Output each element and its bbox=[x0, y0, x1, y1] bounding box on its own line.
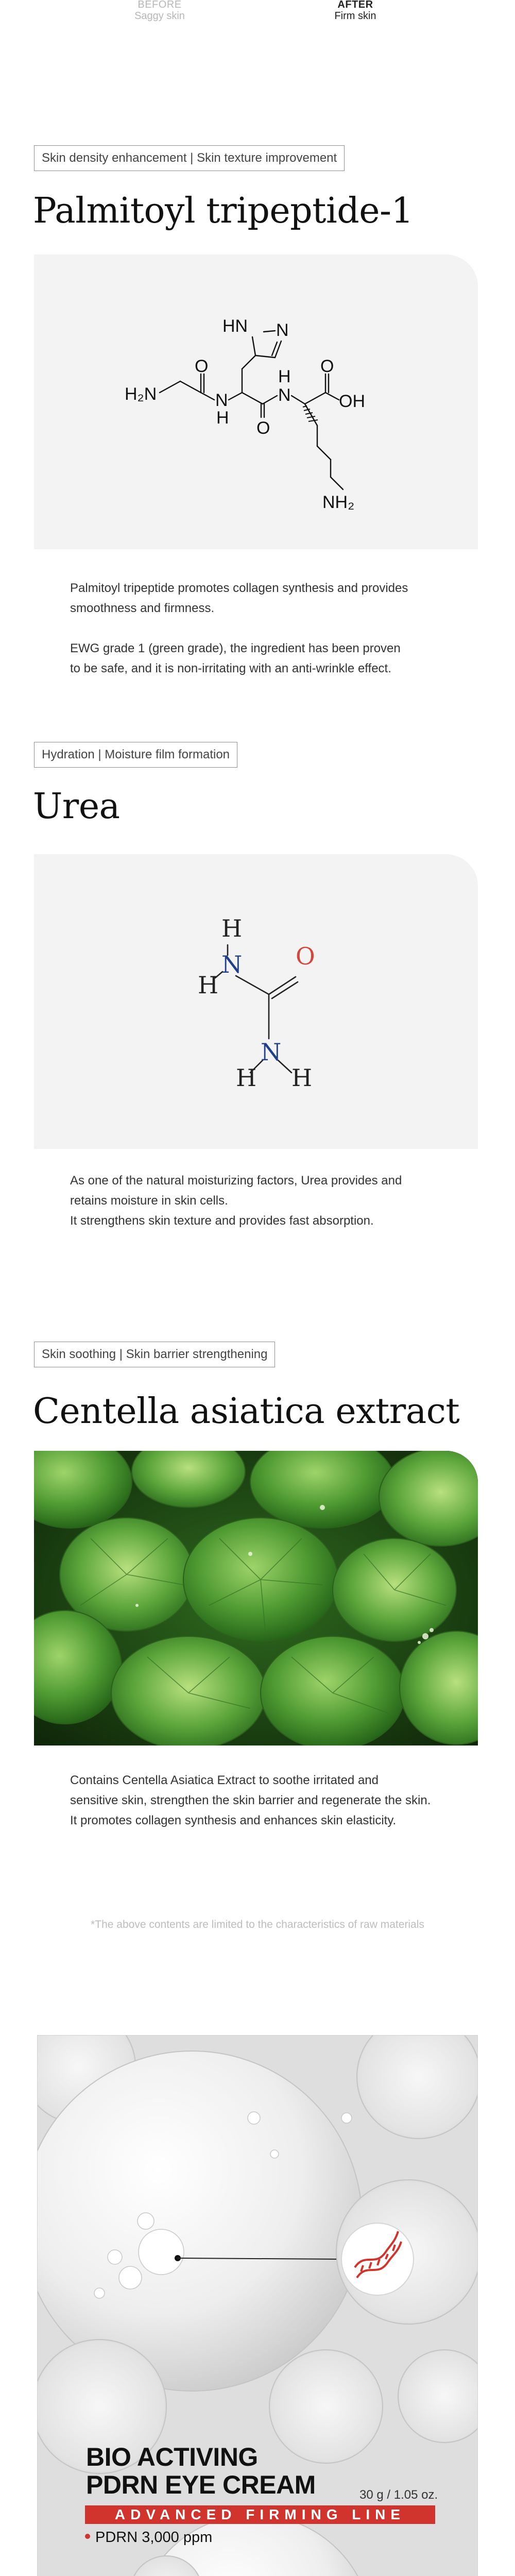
ingredient-title-centella: Centella asiatica extract bbox=[33, 1391, 460, 1432]
label-h-right: H bbox=[278, 367, 291, 386]
label-h2n: H₂N bbox=[125, 384, 157, 404]
centella-description bbox=[70, 1770, 492, 1831]
description-line: sensitive skin, strengthen the skin barrier and regenerate the skin. bbox=[70, 1793, 431, 1807]
product-name-line1: BIO ACTIVING bbox=[86, 2443, 258, 2471]
ingredient-tag-palmitoyl: Skin density enhancement | Skin texture improvement bbox=[34, 145, 345, 171]
description-line: retains moisture in skin cells. bbox=[70, 1194, 228, 1208]
before-caption: Saggy skin bbox=[134, 10, 185, 22]
ingredient-title-palmitoyl: Palmitoyl tripeptide-1 bbox=[33, 191, 414, 231]
description-line: smoothness and firmness. bbox=[70, 601, 215, 615]
description-spacer bbox=[70, 618, 492, 638]
centella-leaves-illustration bbox=[34, 1451, 478, 1745]
label-n-left: N bbox=[215, 391, 228, 410]
after-label: AFTER bbox=[337, 0, 373, 10]
palmitoyl-structure-panel bbox=[34, 255, 478, 549]
before-after-strip bbox=[0, 0, 515, 21]
pdrn-text: PDRN 3,000 ppm bbox=[95, 2529, 213, 2546]
ingredient-tag-centella: Skin soothing | Skin barrier strengthening bbox=[34, 1342, 275, 1367]
product-pdrn-content bbox=[85, 2529, 212, 2546]
description-line: Palmitoyl tripeptide promotes collagen synthesis and provides bbox=[70, 581, 408, 595]
urea-structure-panel bbox=[34, 854, 478, 1149]
after-caption: Firm skin bbox=[334, 10, 376, 22]
description-line: EWG grade 1 (green grade), the ingredient has been proven bbox=[70, 641, 401, 655]
palmitoyl-structure-diagram bbox=[34, 255, 478, 549]
label-o: O bbox=[296, 942, 315, 970]
description-line: It strengthens skin texture and provides fast absorption. bbox=[70, 1214, 374, 1228]
product-weight: 30 g / 1.05 oz. bbox=[359, 2488, 438, 2502]
label-n-bottom: N bbox=[261, 1038, 282, 1066]
label-h-bottom-left: H bbox=[236, 1064, 257, 1092]
label-h-left: H bbox=[216, 408, 229, 428]
label-n-top: N bbox=[221, 951, 243, 978]
label-nh2: NH₂ bbox=[322, 493, 355, 512]
label-h-left: H bbox=[198, 971, 219, 999]
urea-structure-diagram bbox=[34, 854, 478, 1149]
ingredient-tag-urea: Hydration | Moisture film formation bbox=[34, 742, 237, 768]
raw-material-note: *The above contents are limited to the characteristics of raw materials bbox=[91, 1919, 424, 1930]
urea-description bbox=[70, 1171, 492, 1231]
product-line-banner: ADVANCED FIRMING LINE bbox=[85, 2505, 435, 2524]
label-oh: OH bbox=[339, 392, 365, 411]
description-line: As one of the natural moisturizing factors, Urea provides and bbox=[70, 1174, 402, 1188]
before-column bbox=[98, 0, 221, 22]
label-h-bottom-right: H bbox=[291, 1064, 313, 1092]
description-line: It promotes collagen synthesis and enhances skin elasticity. bbox=[70, 1814, 397, 1827]
product-visual bbox=[37, 2035, 478, 2576]
label-hn: HN bbox=[222, 316, 248, 336]
before-label: BEFORE bbox=[138, 0, 182, 10]
label-n-ring: N bbox=[276, 320, 289, 340]
after-column bbox=[294, 0, 417, 22]
description-line: to be safe, and it is non-irritating with an anti-wrinkle effect. bbox=[70, 662, 391, 675]
label-o-top: O bbox=[195, 357, 209, 376]
label-h-top: H bbox=[221, 914, 243, 942]
ingredient-title-urea: Urea bbox=[33, 786, 120, 827]
product-name-line2: PDRN EYE CREAM bbox=[86, 2470, 316, 2499]
centella-leaf-photo bbox=[34, 1451, 478, 1745]
palmitoyl-description bbox=[70, 578, 492, 679]
label-o-mid: O bbox=[256, 418, 270, 438]
description-line: Contains Centella Asiatica Extract to soothe irritated and bbox=[70, 1773, 379, 1787]
label-n-right: N bbox=[278, 385, 291, 405]
label-o-acid: O bbox=[320, 357, 334, 376]
red-bullet-icon bbox=[85, 2534, 90, 2539]
